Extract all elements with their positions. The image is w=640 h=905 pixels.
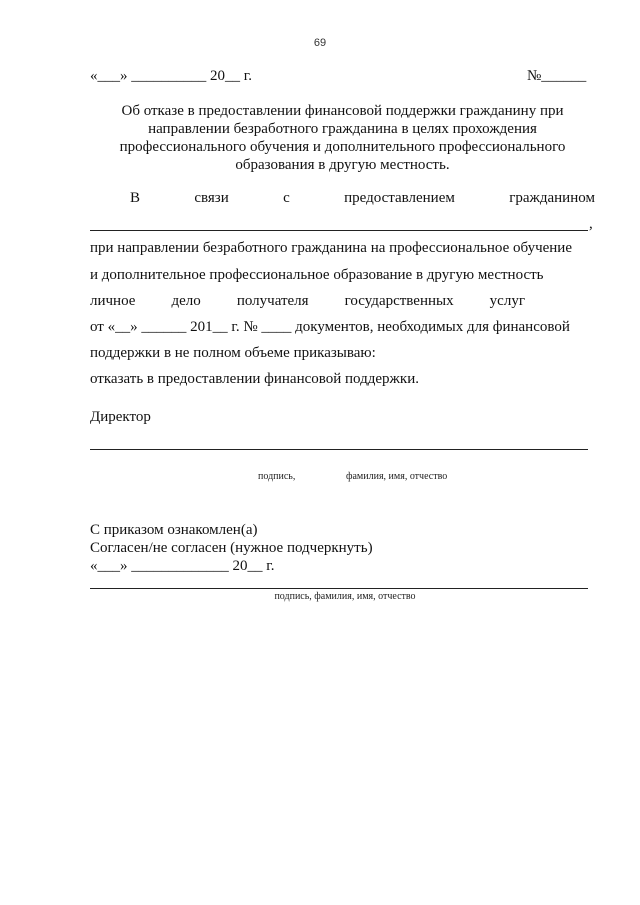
body-line-5	[90, 293, 525, 310]
word: дело	[171, 293, 201, 309]
word: получателя	[236, 293, 309, 309]
body-line-8: отказать в предоставлении финансовой поддержки.	[90, 371, 419, 387]
body-line-6: от «__» ______ 201__ г. № ____ документов, необходимых для финансовой	[90, 319, 570, 335]
body-line-3: при направлении безработного гражданина на профессиональное обучение	[90, 240, 572, 256]
word: личное	[90, 293, 136, 309]
word: связи	[194, 190, 229, 206]
word: услуг	[489, 293, 525, 309]
citizen-line-comma: ,	[589, 216, 593, 232]
word: с	[283, 190, 290, 206]
word: В	[130, 190, 141, 206]
order-date-blank: «___» __________ 20__ г.	[90, 68, 252, 84]
document-title	[90, 102, 595, 174]
ack-signature-caption: подпись, фамилия, имя, отчество	[274, 591, 416, 602]
ack-line-1: С приказом ознакомлен(а)	[90, 522, 258, 538]
body-line-7: поддержки в не полном объеме приказываю:	[90, 345, 376, 361]
word: государственных	[344, 293, 454, 309]
body-line-1	[130, 190, 595, 207]
word: гражданином	[509, 190, 595, 206]
citizen-name-line	[90, 230, 588, 231]
page-number: 69	[313, 37, 327, 49]
body-line-4: и дополнительное профессиональное образование в другую местность	[90, 267, 544, 283]
director-signature-line	[90, 449, 588, 450]
signature-caption: подпись,	[258, 471, 296, 482]
title-line-2: направлении безработного гражданина в целях прохождения	[148, 121, 537, 137]
ack-line-2: Согласен/не согласен (нужное подчеркнуть)	[90, 540, 373, 556]
title-line-4: образования в другую местность.	[235, 157, 450, 173]
director-label: Директор	[90, 409, 151, 425]
order-number-blank: №______	[527, 68, 587, 84]
title-line-3: профессионального обучения и дополнительного профессионального	[119, 139, 566, 155]
word: предоставлением	[344, 190, 455, 206]
ack-signature-line	[90, 588, 588, 589]
ack-date-blank: «___» _____________ 20__ г.	[90, 558, 275, 574]
title-line-1: Об отказе в предоставлении финансовой поддержки гражданину при	[121, 103, 564, 119]
full-name-caption: фамилия, имя, отчество	[346, 471, 448, 482]
